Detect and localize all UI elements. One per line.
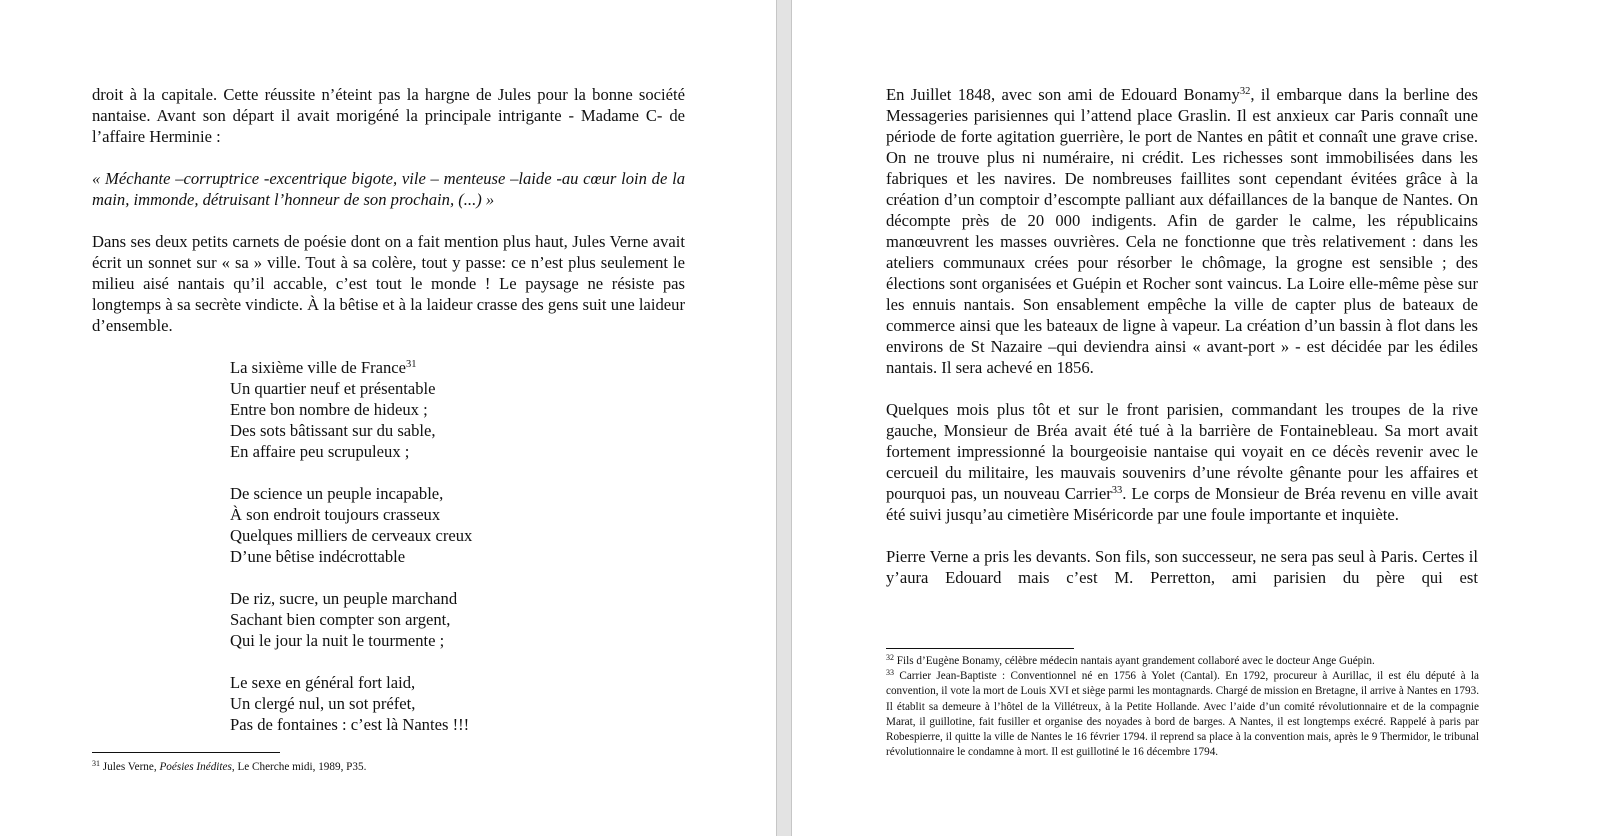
body-paragraph: Pierre Verne a pris les devants. Son fils, son successeur, ne sera pas seul à Paris. Certes il y’aura Edouard mais c’est M. Perretton, ami parisien du père qui est [886, 547, 1478, 587]
footnote [886, 669, 1479, 760]
poem-stanza [230, 588, 685, 651]
poem-line: Qui le jour la nuit le tourmente ; [230, 631, 445, 650]
poem-line: Le sexe en général fort laid, [230, 673, 416, 692]
poem-line: Des sots bâtissant sur du sable, [230, 421, 436, 440]
footnote-number: 31 [92, 759, 100, 768]
footnote-reference[interactable]: 32 [1239, 86, 1251, 97]
poem-stanza [230, 483, 685, 567]
footnote-title: Poésies Inédites [159, 761, 232, 773]
footnote [886, 654, 1479, 669]
document-page-right [792, 0, 1601, 836]
paragraph-text: . Le corps de Monsieur de Bréa revenu en ville avait été suivi jusqu’au cimetière Miséricorde par une foule importante et inquiète. [886, 484, 1478, 524]
poem-line [230, 357, 685, 378]
footnote-reference[interactable]: 31 [406, 359, 417, 370]
footnote-text: Carrier Jean-Baptiste : Conventionnel né en 1756 à Yolet (Cantal). En 1792, procureur à Aurillac, il est élu député à la convention, il vote la mort de Louis XVI et siège parmi les montagnards. Chargé de mission en Bretagne, il arrive à Nantes en 1793. Il établit sa demeure à l’hôtel de la Villétreux, à la Petite Hollande. Avec l’aide d’un comité révolutionnaire et de la compagnie Marat, il guillotine, fait fusiller et organise des noyades à bord de barges. A Nantes, il est longtemps exécré. Rappelé à paris par Robespierre, il quitte la ville de Nantes le 16 février 1794. il reprend sa place à la convention mais, après le 9 Thermidor, le tribunal révolutionnaire le condamne à mort. Il est guillotiné le 16 décembre 1794. [886, 670, 1479, 759]
poem-line: En affaire peu scrupuleux ; [230, 442, 410, 461]
quote-paragraph: « Méchante –corruptrice -excentrique bigote, vile – menteuse –laide -au cœur loin de la main, immonde, détruisant l’honneur de son prochain, (...) » [92, 169, 685, 209]
body-paragraph [886, 84, 1478, 378]
footnote-number: 33 [886, 668, 894, 678]
paragraph-text: , il embarque dans la berline des Messageries parisiennes qui l’attend place Graslin. Il est anxieux car Paris connaît une période de forte agitation guerrière, le port de Nantes en pâtit et connaît une grave crise. On ne trouve plus ni numéraire, ni crédit. Les richesses sont immobilisées dans les fabriques et les navires. De nombreuses faillites sont cependant évitées grâce à la création d’un comptoir d’escompte palliant aux défaillances de la banque de Nantes. On décompte près de 20 000 indigents. Afin de garder le calme, les républicains manœuvrent les masses ouvrières. Cela ne fonctionne que très relativement : dans les ateliers communaux crées pour résorber le chômage, la grogne est sensible ; des élections sont organisées et Guépin et Rocher sont vaincus. La Loire elle-même pèse sur les ennuis nantais. Son ensablement empêche la ville de capter plus de bateaux de commerce ainsi que les bateaux de ligne à vapeur. La création d’un bassin à flot dans les environs de St Nazaire –qui deviendra ainsi « avant-port » - est décidée par les édiles nantais. Il sera achevé en 1856. [886, 85, 1478, 377]
footnote-author: Jules Verne, [102, 761, 160, 773]
poem-line: Sachant bien compter son argent, [230, 610, 451, 629]
poem-stanza [230, 672, 685, 735]
paragraph-text: Quelques mois plus tôt et sur le front parisien, commandant les troupes de la rive gauche, Monsieur de Bréa avait été tué à la barrière de Fontainebleau. Sa mort avait fortement impressionné la bourgeoisie nantaise qui voyait en ce décès revenir avec le cercueil du militaire, les mauvais souvenirs d’une révolte gênante pour les affaires et pourquoi pas, un nouveau Carrier [886, 400, 1478, 503]
page-gutter [776, 0, 792, 836]
poem-line-text: La sixième ville de France [230, 358, 407, 377]
body-paragraph: droit à la capitale. Cette réussite n’éteint pas la hargne de Jules pour la bonne société nantaise. Avant son départ il avait morigéné la principale intrigante - Madame C- de l’affaire Herminie : [92, 85, 685, 146]
body-paragraph [886, 399, 1478, 525]
footnotes-right [886, 654, 1479, 760]
footnote-number: 32 [886, 653, 894, 662]
poem-line: De riz, sucre, un peuple marchand [230, 589, 458, 608]
footnote-reference[interactable]: 33 [1111, 485, 1123, 496]
footnote-rest: , Le Cherche midi, 1989, P35. [231, 761, 367, 773]
poem-line: À son endroit toujours crasseux [230, 505, 441, 524]
page-body-right [886, 84, 1478, 588]
poem-line: D’une bêtise indécrottable [230, 547, 406, 566]
body-paragraph: Dans ses deux petits carnets de poésie dont on a fait mention plus haut, Jules Verne avait écrit un sonnet sur « sa » ville. Tout à sa colère, tout y passe: ce n’est plus seulement le milieu aisé nantais qu’il accable, c’est tout le monde ! Le paysage ne résiste pas longtemps à sa secrète vindicte. À la bêtise et à la laideur crasse des gens suit une laideur d’ensemble. [92, 232, 685, 335]
paragraph-text: En Juillet 1848, avec son ami de Edouard Bonamy [886, 85, 1240, 104]
footnotes-left [92, 760, 685, 775]
footnote-text: Fils d’Eugène Bonamy, célèbre médecin nantais ayant grandement collaboré avec le docteur Ange Guépin. [894, 655, 1375, 667]
poem-line: Entre bon nombre de hideux ; [230, 400, 428, 419]
poem-stanza [230, 357, 685, 462]
poem-line: De science un peuple incapable, [230, 484, 444, 503]
document-page-left [0, 0, 776, 836]
footnote-separator [886, 648, 1074, 649]
poem-line: Un quartier neuf et présentable [230, 379, 436, 398]
poem [230, 357, 685, 735]
footnote-separator [92, 752, 280, 753]
poem-line: Un clergé nul, un sot préfet, [230, 694, 416, 713]
poem-line: Pas de fontaines : c’est là Nantes !!! [230, 715, 470, 734]
footnote [92, 760, 685, 775]
poem-line: Quelques milliers de cerveaux creux [230, 526, 473, 545]
page-body-left [92, 84, 685, 735]
